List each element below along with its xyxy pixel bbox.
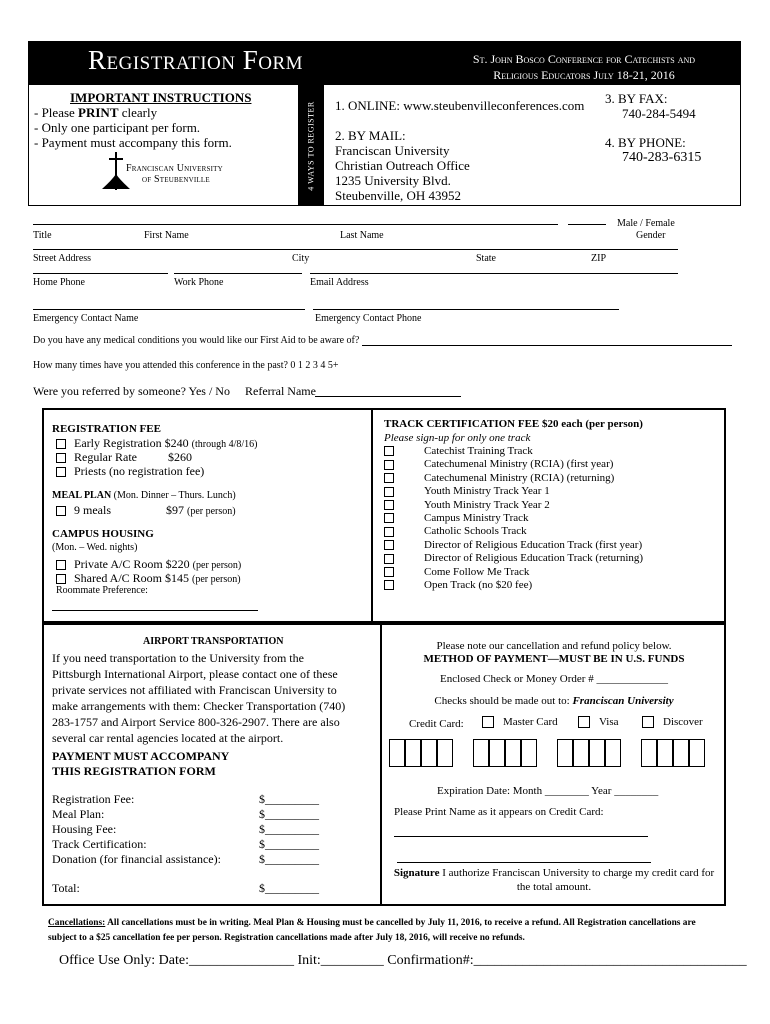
- check-field[interactable]: Enclosed Check or Money Order # _____________: [440, 673, 668, 685]
- meal-plan-heading: MEAL PLAN (Mon. Dinner – Thurs. Lunch): [52, 490, 236, 501]
- state-label: State: [476, 253, 496, 264]
- home-phone-label: Home Phone: [33, 277, 85, 288]
- visa-checkbox[interactable]: [578, 716, 590, 728]
- print-name-label: Please Print Name as it appears on Credit Card:: [394, 806, 604, 818]
- register-online: 1. ONLINE: www.steubenvilleconferences.com: [335, 98, 585, 113]
- instruction-print: - Please PRINT clearly: [34, 105, 158, 120]
- zip-label: ZIP: [591, 253, 606, 264]
- card-number-group-2[interactable]: [473, 739, 537, 767]
- payment-accompany-heading: PAYMENT MUST ACCOMPANY: [52, 749, 230, 763]
- emergency-name-label: Emergency Contact Name: [33, 313, 139, 324]
- work-phone-label: Work Phone: [174, 277, 224, 288]
- email-line[interactable]: [310, 273, 678, 274]
- roommate-label: Roommate Preference:: [56, 585, 148, 596]
- mail-address-line2: Christian Outreach Office: [335, 158, 470, 173]
- discover-checkbox[interactable]: [642, 716, 654, 728]
- city-label: City: [292, 253, 310, 264]
- mail-address-line4: Steubenville, OH 43952: [335, 188, 462, 203]
- total-label: Total:: [52, 881, 80, 895]
- gender-label: Gender: [636, 230, 666, 241]
- cancellation-policy-2: subject to a $25 cancellation fee per person. Registration cancellations made after July 18, 2016, will receive no refunds.: [48, 933, 525, 943]
- fee-summary-amounts[interactable]: $_________ $_________ $_________ $_________ $_________: [259, 792, 319, 866]
- method-heading: METHOD OF PAYMENT—MUST BE IN U.S. FUNDS: [423, 653, 685, 665]
- instruction-one-participant: - Only one participant per form.: [34, 120, 201, 135]
- card-number-group-1[interactable]: [389, 739, 453, 767]
- expiration-field[interactable]: Expiration Date: Month ________ Year ________: [437, 785, 659, 797]
- visa-option[interactable]: Visa: [578, 716, 619, 728]
- phone-number: 740-283-6315: [622, 150, 702, 165]
- form-header: [28, 41, 741, 85]
- payment-accompany-heading-2: THIS REGISTRATION FORM: [52, 764, 216, 778]
- emergency-phone-line[interactable]: [313, 309, 619, 310]
- track-item[interactable]: Come Follow Me Track: [384, 566, 643, 579]
- early-registration-option[interactable]: Early Registration $240 (through 4/8/16): [56, 436, 257, 451]
- email-label: Email Address: [310, 277, 369, 288]
- mastercard-option[interactable]: Master Card: [482, 716, 558, 728]
- private-room-checkbox[interactable]: [56, 560, 66, 570]
- emergency-name-line[interactable]: [33, 309, 305, 310]
- regular-rate-option[interactable]: Regular Rate $260: [56, 450, 137, 465]
- meals-checkbox[interactable]: [56, 506, 66, 516]
- attended-question[interactable]: How many times have you attended this conference in the past? 0 1 2 3 4 5+: [33, 360, 339, 371]
- mastercard-checkbox[interactable]: [482, 716, 494, 728]
- card-name-line[interactable]: [394, 836, 648, 837]
- track-item[interactable]: Catechist Training Track: [384, 445, 643, 458]
- registration-divider: [371, 408, 373, 623]
- name-line[interactable]: [33, 224, 558, 225]
- referral-name-line[interactable]: [315, 396, 461, 397]
- total-amount[interactable]: $_________: [259, 881, 319, 895]
- gender-line[interactable]: [568, 224, 606, 225]
- title-label: Title: [33, 230, 52, 241]
- conference-title: St. John Bosco Conference for Catechists and Religious Educators July 18-21, 2016: [472, 52, 696, 82]
- mail-address-line3: 1235 University Blvd.: [335, 173, 451, 188]
- track-item[interactable]: Catholic Schools Track: [384, 525, 643, 538]
- medical-line[interactable]: [362, 345, 732, 346]
- mail-address-line1: Franciscan University: [335, 143, 450, 158]
- checks-payable: Checks should be made out to: Franciscan University: [434, 695, 674, 707]
- gender-options[interactable]: Male / Female: [617, 218, 675, 229]
- track-heading: TRACK CERTIFICATION FEE $20 each (per person): [384, 418, 643, 430]
- work-phone-line[interactable]: [174, 273, 302, 274]
- meals-option[interactable]: 9 meals $97 (per person): [56, 503, 111, 518]
- register-fax-heading: 3. BY FAX:: [605, 91, 668, 106]
- track-note: Please sign-up for only one track: [384, 432, 531, 444]
- instruction-payment: - Payment must accompany this form.: [34, 135, 232, 150]
- track-item[interactable]: Campus Ministry Track: [384, 512, 643, 525]
- form-title: Registration Form: [88, 45, 304, 75]
- fax-number: 740-284-5494: [622, 106, 696, 121]
- roommate-line[interactable]: [52, 610, 258, 611]
- payment-divider: [380, 623, 382, 906]
- first-name-label: First Name: [144, 230, 189, 241]
- track-list: [384, 445, 643, 592]
- track-item[interactable]: Director of Religious Education Track (returning): [384, 552, 643, 565]
- policy-note: Please note our cancellation and refund policy below.: [436, 640, 672, 652]
- airport-text: If you need transportation to the University from the Pittsburgh International Airport, please contact one of these private services not affiliated with Franciscan University to make arrangements with them: Checker Transportation (740) 283-1757 and Airport Service 800-326-2907. There are also several car rental agencies located at the airport.: [52, 651, 346, 745]
- track-item[interactable]: Youth Ministry Track Year 2: [384, 499, 643, 512]
- address-line[interactable]: [33, 249, 678, 250]
- early-checkbox[interactable]: [56, 439, 66, 449]
- track-item[interactable]: Catechumenal Ministry (RCIA) (returning): [384, 472, 643, 485]
- card-number-group-3[interactable]: [557, 739, 621, 767]
- priests-option[interactable]: Priests (no registration fee): [56, 464, 204, 479]
- medical-question: Do you have any medical conditions you would like our First Aid to be aware of?: [33, 335, 360, 346]
- housing-note: (Mon. – Wed. nights): [52, 542, 138, 553]
- private-room-option[interactable]: Private A/C Room $220 (per person): [56, 557, 241, 572]
- instructions-heading: IMPORTANT INSTRUCTIONS: [70, 90, 252, 105]
- referred-question[interactable]: Were you referred by someone? Yes / No: [33, 384, 230, 398]
- track-item[interactable]: Director of Religious Education Track (first year): [384, 539, 643, 552]
- fee-summary-labels: Registration Fee: Meal Plan: Housing Fee: Track Certification: Donation (for financial assistance):: [52, 792, 221, 866]
- discover-option[interactable]: Discover: [642, 716, 703, 728]
- registration-fee-heading: REGISTRATION FEE: [52, 423, 161, 435]
- cancellation-policy: Cancellations: All cancellations must be in writing. Meal Plan & Housing must be cancelled by July 11, 2016, to receive a refund. All Registration cancellations are: [48, 918, 696, 928]
- ways-label: 4 WAYS TO REGISTER: [306, 100, 316, 191]
- referral-name-label: Referral Name: [245, 384, 316, 398]
- signature-authorization: Signature I authorize Franciscan University to charge my credit card for the total amount.: [393, 867, 715, 893]
- priests-checkbox[interactable]: [56, 467, 66, 477]
- track-item[interactable]: Youth Ministry Track Year 1: [384, 485, 643, 498]
- track-item[interactable]: Open Track (no $20 fee): [384, 579, 643, 592]
- card-number-group-4[interactable]: [641, 739, 705, 767]
- track-item[interactable]: Catechumenal Ministry (RCIA) (first year): [384, 458, 643, 471]
- office-use-only: Office Use Only: Date:_______________ Init:_________ Confirmation#:_______________________________________: [59, 953, 747, 968]
- register-mail-heading: 2. BY MAIL:: [335, 128, 406, 143]
- emergency-phone-label: Emergency Contact Phone: [315, 313, 422, 324]
- regular-checkbox[interactable]: [56, 453, 66, 463]
- last-name-label: Last Name: [340, 230, 384, 241]
- airport-heading: AIRPORT TRANSPORTATION: [143, 636, 284, 647]
- street-label: Street Address: [33, 253, 92, 264]
- housing-heading: CAMPUS HOUSING: [52, 528, 154, 540]
- home-phone-line[interactable]: [33, 273, 168, 274]
- shared-room-checkbox[interactable]: [56, 574, 66, 584]
- signature-line[interactable]: [397, 862, 651, 863]
- credit-card-label: Credit Card:: [409, 718, 464, 730]
- register-phone-heading: 4. BY PHONE:: [605, 135, 686, 150]
- shared-room-option[interactable]: Shared A/C Room $145 (per person): [56, 571, 241, 586]
- franciscan-logo: Franciscan University of Steubenville: [102, 152, 232, 192]
